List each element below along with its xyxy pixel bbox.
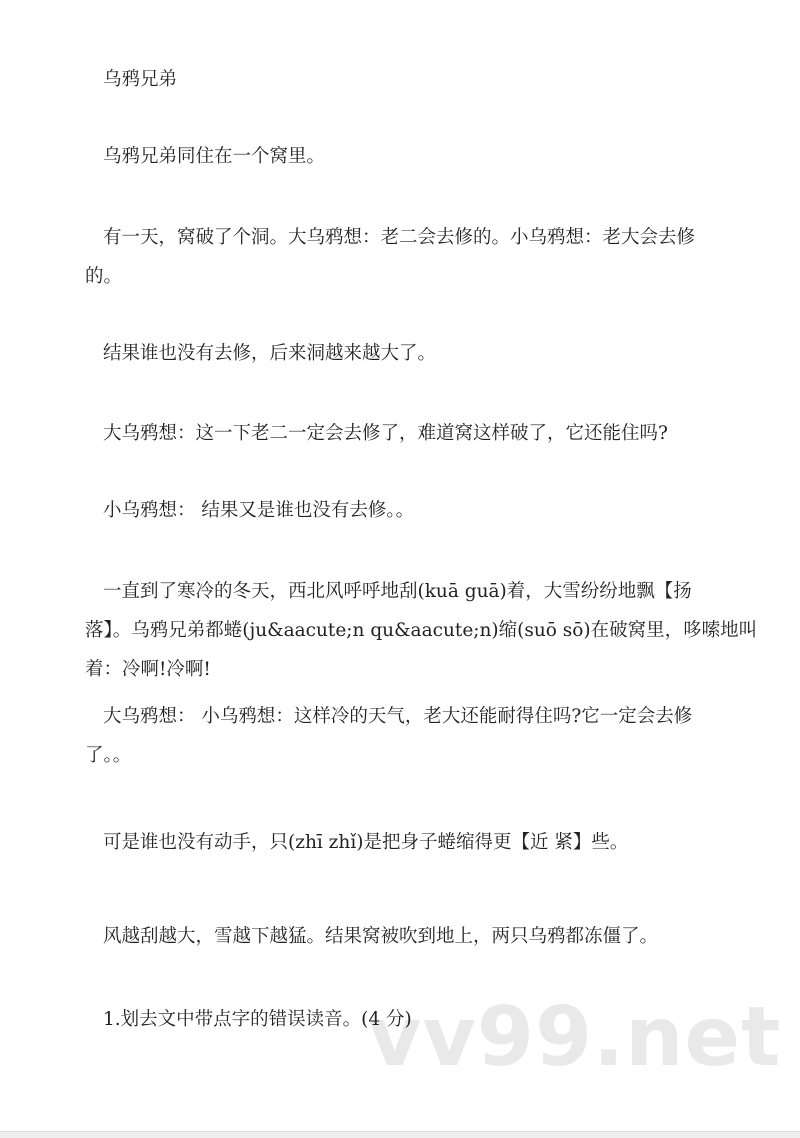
paragraph-line: 可是谁也没有动手，只(zhī zhǐ)是把身子蜷缩得更【近 紧】些。 [103, 832, 629, 853]
paragraph-line: 着：冷啊!冷啊! [85, 659, 211, 680]
document-title: 乌鸦兄弟 [103, 69, 178, 90]
paragraph-line: 有一天，窝破了个洞。大乌鸦想：老二会去修的。小乌鸦想：老大会去修 [103, 227, 696, 248]
paragraph-line: 小乌鸦想： 结果又是谁也没有去修。。 [103, 500, 415, 521]
paragraph-line: 1.划去文中带点字的错误读音。(4 分) [103, 1009, 412, 1030]
paragraph-line: 落】。乌鸦兄弟都蜷(ju&aacute;n qu&aacute;n)缩(suō sō)在破窝里，哆嗦地叫 [85, 620, 758, 641]
watermark: vv99.net [368, 990, 782, 1085]
paragraph-line: 的。 [85, 266, 123, 287]
paragraph-line: 大乌鸦想： 小乌鸦想：这样冷的天气，老大还能耐得住吗?它一定会去修 [103, 706, 693, 727]
paragraph-line: 一直到了寒冷的冬天，西北风呼呼地刮(kuā guā)着，大雪纷纷地飘【扬 [103, 581, 692, 602]
paragraph-line: 大乌鸦想：这一下老二一定会去修了，难道窝这样破了，它还能住吗? [103, 423, 668, 444]
paragraph-line: 风越刮越大，雪越下越猛。结果窝被吹到地上，两只乌鸦都冻僵了。 [103, 926, 659, 947]
paragraph-line: 结果谁也没有去修，后来洞越来越大了。 [103, 343, 437, 364]
paragraph-line: 了。。 [85, 745, 132, 766]
paragraph-line: 乌鸦兄弟同住在一个窝里。 [103, 146, 326, 167]
